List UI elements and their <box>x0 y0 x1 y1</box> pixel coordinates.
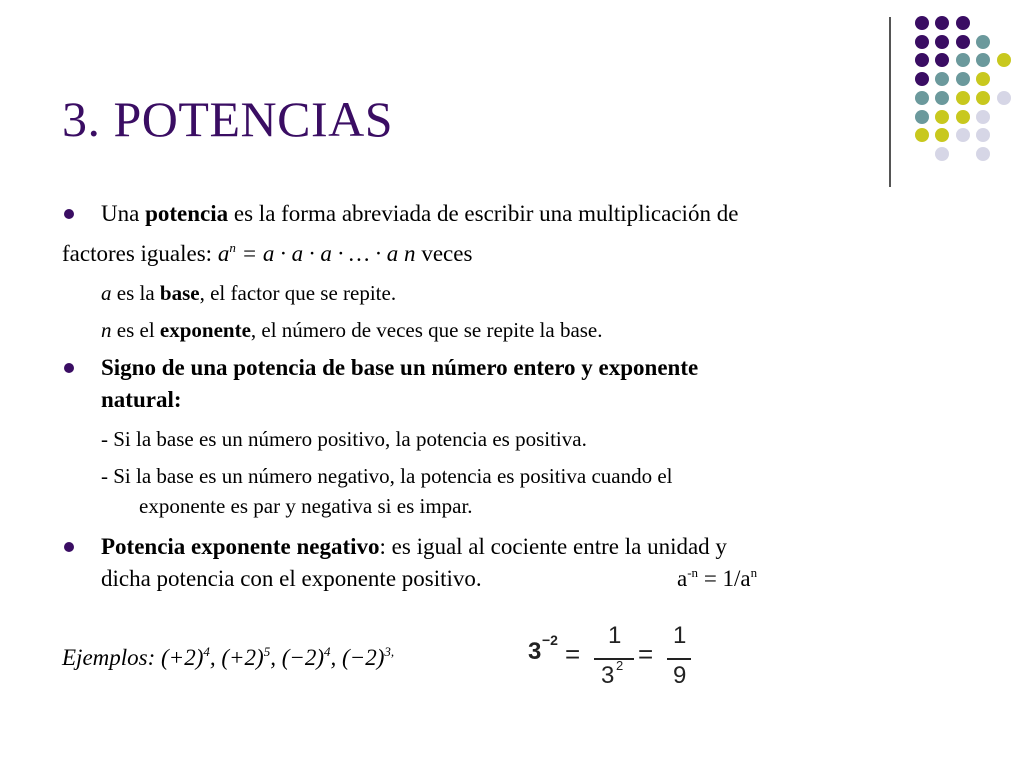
decorative-dot <box>935 35 949 49</box>
example-exponent: 4 <box>324 644 331 659</box>
bullet3-rest: : es igual al cociente entre la unidad y <box>379 534 727 559</box>
decorative-dot <box>915 91 929 105</box>
fx-base: 3 <box>528 638 542 665</box>
decorative-dot <box>915 128 929 142</box>
decorative-dot <box>915 72 929 86</box>
bullet-marker <box>64 363 74 373</box>
sign-rule-positive: - Si la base es un número positivo, la potencia es positiva. <box>101 427 587 451</box>
bullet-marker <box>64 209 74 219</box>
bullet3-term: Potencia exponente negativo <box>101 534 380 559</box>
example-base: (−2) <box>342 645 385 670</box>
decorative-dot <box>997 91 1011 105</box>
decorative-dot <box>976 35 990 49</box>
sign-rule-negative-cont: exponente es par y negativa si es impar. <box>139 494 473 518</box>
fx-num1: 1 <box>608 622 622 649</box>
bullet2-heading-line2 <box>101 386 182 413</box>
exp-term: exponente <box>159 318 251 342</box>
bullet3-line2-text: dicha potencia con el exponente positivo. <box>101 566 482 591</box>
bullet2-heading-line1 <box>101 354 698 381</box>
sign-rule-negative: - Si la base es un número negativo, la potencia es positiva cuando el <box>101 464 673 488</box>
exp-rest: , el número de veces que se repite la base. <box>250 318 603 342</box>
example-base: (+2) <box>161 645 204 670</box>
decorative-dot <box>956 72 970 86</box>
neg-formula-eq: = 1/a <box>698 566 751 591</box>
fx-den1-exp: 2 <box>616 658 624 673</box>
exponent-definition <box>101 317 603 344</box>
bullet1-rest: es la forma abreviada de escribir una multiplicación de <box>228 201 739 226</box>
neg-formula-base: a <box>677 566 688 591</box>
example-separator: , <box>330 645 343 670</box>
fx-eq1: = <box>565 639 581 669</box>
decorative-dot <box>976 147 990 161</box>
title-divider <box>889 17 891 187</box>
bullet1-intro: Una <box>101 201 146 226</box>
decorative-dot <box>956 16 970 30</box>
bullet1-term: potencia <box>145 201 229 226</box>
decorative-dot <box>956 35 970 49</box>
decorative-dot <box>976 128 990 142</box>
fx-den2: 9 <box>673 662 687 689</box>
examples-label: Ejemplos: <box>62 645 162 670</box>
decorative-dot <box>956 53 970 67</box>
example-base: (+2) <box>221 645 264 670</box>
base-mid: es la <box>111 281 160 305</box>
neg-formula-exp: -n <box>687 565 699 580</box>
decorative-dot <box>935 91 949 105</box>
formula-suffix: veces <box>415 241 473 266</box>
decorative-dot <box>935 128 949 142</box>
fx-fraction-bar1 <box>594 658 634 660</box>
bullet2-heading-cont: natural: <box>101 387 182 412</box>
slide-title: 3. POTENCIAS <box>62 91 394 147</box>
decorative-dot <box>915 16 929 30</box>
bullet-marker <box>64 542 74 552</box>
exp-mid: es el <box>111 318 160 342</box>
bullet1-line2 <box>62 240 472 267</box>
examples-list <box>161 645 394 670</box>
fx-den1: 3 <box>601 662 615 689</box>
formula-base-var: a <box>217 241 230 266</box>
decorative-dot-grid <box>895 10 1020 170</box>
example-exponent: 5 <box>263 644 271 659</box>
decorative-dot <box>935 110 949 124</box>
base-term: base <box>159 281 200 305</box>
decorative-dot <box>997 53 1011 67</box>
decorative-dot <box>976 91 990 105</box>
examples-line <box>62 644 394 671</box>
example-exponent: 4 <box>203 644 210 659</box>
base-definition <box>101 280 396 307</box>
decorative-dot <box>915 35 929 49</box>
formula-expansion: = a · a · a · … · a n <box>235 241 416 266</box>
neg-formula-exp2: n <box>750 565 758 580</box>
decorative-dot <box>935 16 949 30</box>
exp-var: n <box>101 318 112 342</box>
bullet3-line2 <box>101 565 482 592</box>
decorative-dot <box>935 53 949 67</box>
negative-exponent-formula <box>677 565 757 592</box>
bullet1-line1 <box>101 200 738 227</box>
bullet2-heading: Signo de una potencia de base un número entero y exponente <box>101 355 699 380</box>
decorative-dot <box>915 53 929 67</box>
decorative-dot <box>956 91 970 105</box>
fx-num2: 1 <box>673 622 687 649</box>
negative-exponent-example-formula <box>525 622 700 692</box>
fx-exp: −2 <box>542 632 558 648</box>
example-base: (−2) <box>281 645 325 670</box>
decorative-dot <box>956 128 970 142</box>
decorative-dot <box>915 110 929 124</box>
base-rest: , el factor que se repite. <box>199 281 397 305</box>
example-separator: , <box>270 645 282 670</box>
example-separator: , <box>209 645 222 670</box>
formula-exponent: n <box>229 240 236 255</box>
decorative-dot <box>976 110 990 124</box>
decorative-dot <box>976 53 990 67</box>
fx-eq2: = <box>638 639 654 669</box>
decorative-dot <box>976 72 990 86</box>
decorative-dot <box>935 72 949 86</box>
decorative-dot <box>956 110 970 124</box>
base-var: a <box>101 281 112 305</box>
bullet1-line2-prefix: factores iguales: <box>62 241 218 266</box>
bullet3-line1 <box>101 533 727 560</box>
example-exponent: 3, <box>384 644 395 659</box>
decorative-dot <box>935 147 949 161</box>
fx-fraction-bar2 <box>667 658 691 660</box>
